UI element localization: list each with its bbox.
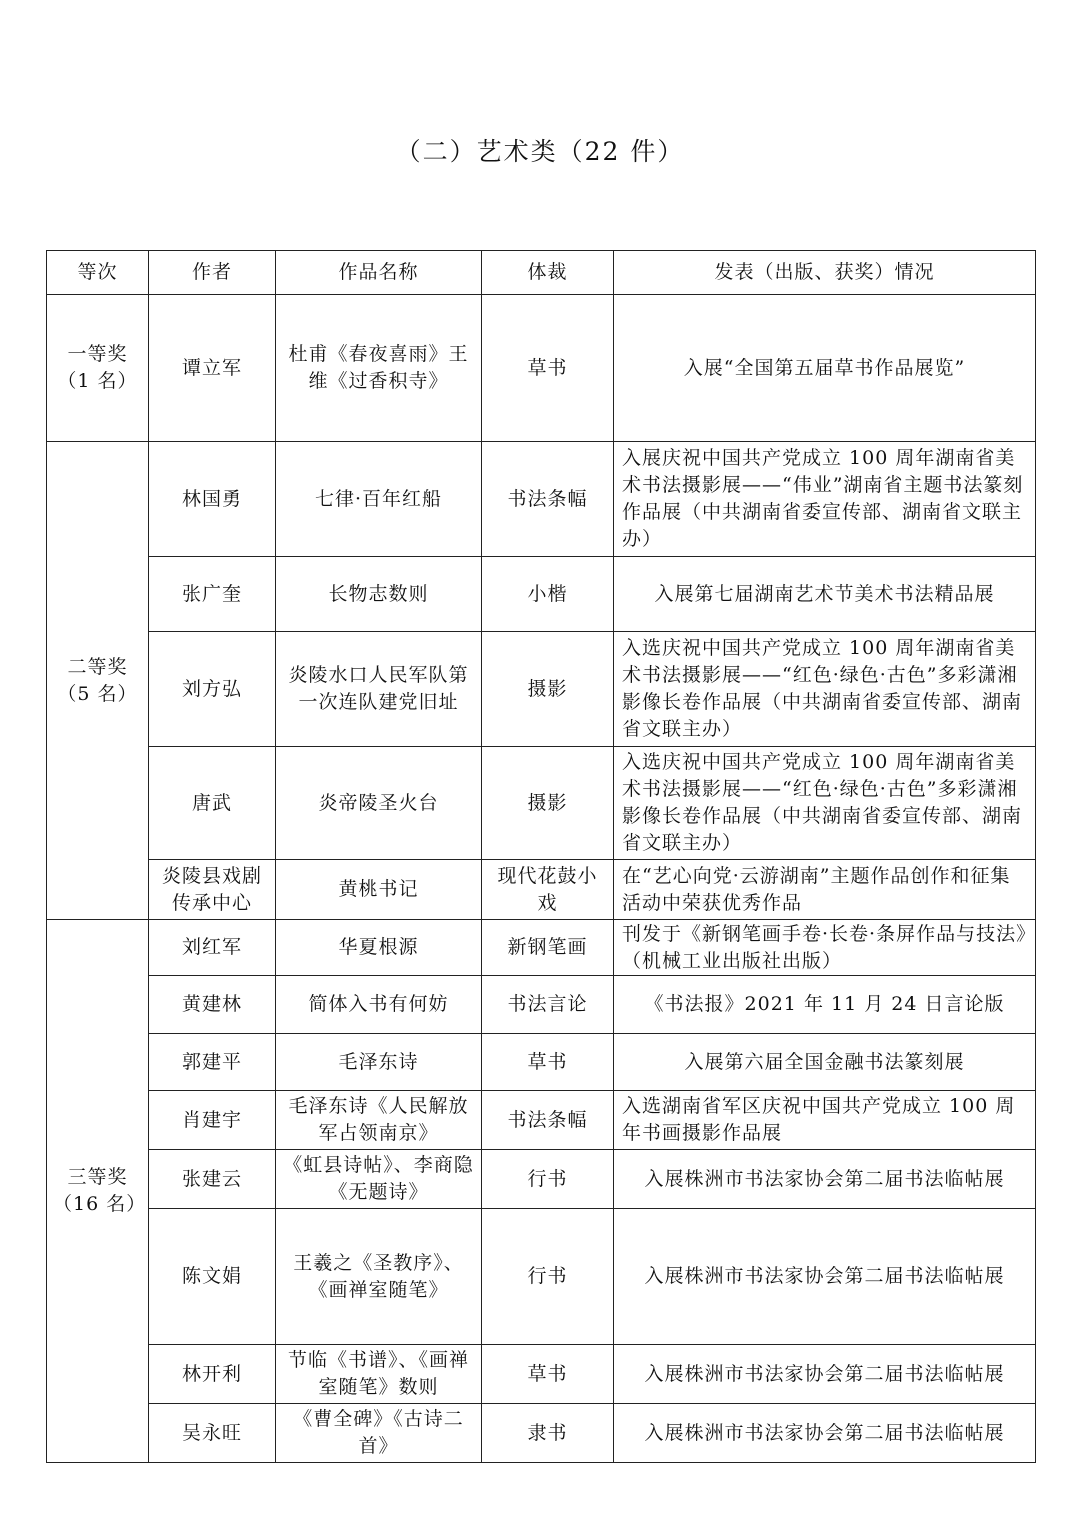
author-cell: 张广奎: [149, 557, 276, 632]
header-author: 作者: [149, 251, 276, 295]
table-row: [47, 557, 1036, 632]
genre-cell: 摄影: [482, 747, 614, 860]
header-work: 作品名称: [276, 251, 482, 295]
publication-cell: 《书法报》2021 年 11 月 24 日言论版: [614, 976, 1036, 1034]
genre-cell: 书法条幅: [482, 1091, 614, 1150]
publication-cell: 入选庆祝中国共产党成立 100 周年湖南省美术书法摄影展——“红色·绿色·古色”多彩潇湘影像长卷作品展（中共湖南省委宣传部、湖南省文联主办）: [614, 747, 1036, 860]
table-row: [47, 632, 1036, 747]
work-cell: 华夏根源: [276, 920, 482, 976]
work-cell: 简体入书有何妨: [276, 976, 482, 1034]
rank-cell: 二等奖 （5 名）: [47, 442, 149, 920]
author-cell: 炎陵县戏剧传承中心: [149, 860, 276, 920]
author-cell: 谭立军: [149, 295, 276, 442]
work-cell: 毛泽东诗: [276, 1034, 482, 1091]
header-publication: 发表（出版、获奖）情况: [614, 251, 1036, 295]
genre-cell: 行书: [482, 1150, 614, 1209]
genre-cell: 新钢笔画: [482, 920, 614, 976]
genre-cell: 小楷: [482, 557, 614, 632]
author-cell: 林国勇: [149, 442, 276, 557]
publication-cell: 入展株洲市书法家协会第二届书法临帖展: [614, 1345, 1036, 1404]
rank-cell: 一等奖 （1 名）: [47, 295, 149, 442]
author-cell: 郭建平: [149, 1034, 276, 1091]
author-cell: 陈文娟: [149, 1209, 276, 1345]
table-row: [47, 442, 1036, 557]
table-row: [47, 860, 1036, 920]
header-genre: 体裁: [482, 251, 614, 295]
genre-cell: 摄影: [482, 632, 614, 747]
author-cell: 张建云: [149, 1150, 276, 1209]
work-cell: 黄桃书记: [276, 860, 482, 920]
publication-cell: 入展第七届湖南艺术节美术书法精品展: [614, 557, 1036, 632]
author-cell: 吴永旺: [149, 1404, 276, 1463]
work-cell: 节临《书谱》、《画禅室随笔》数则: [276, 1345, 482, 1404]
table-row: [47, 976, 1036, 1034]
genre-cell: 草书: [482, 1034, 614, 1091]
publication-cell: 在“艺心向党·云游湖南”主题作品创作和征集活动中荣获优秀作品: [614, 860, 1036, 920]
table-row: [47, 1034, 1036, 1091]
author-cell: 肖建宇: [149, 1091, 276, 1150]
publication-cell: 入展庆祝中国共产党成立 100 周年湖南省美术书法摄影展——“伟业”湖南省主题书法篆刻作品展（中共湖南省委宣传部、湖南省文联主办）: [614, 442, 1036, 557]
publication-cell: 入选庆祝中国共产党成立 100 周年湖南省美术书法摄影展——“红色·绿色·古色”多彩潇湘影像长卷作品展（中共湖南省委宣传部、湖南省文联主办）: [614, 632, 1036, 747]
work-cell: 七律·百年红船: [276, 442, 482, 557]
table-header-row: [47, 251, 1036, 295]
page-title: （二）艺术类（22 件）: [395, 137, 685, 166]
work-cell: 长物志数则: [276, 557, 482, 632]
work-cell: 炎陵水口人民军队第一次连队建党旧址: [276, 632, 482, 747]
table-row: [47, 1345, 1036, 1404]
table-row: [47, 920, 1036, 976]
work-cell: 《虹县诗帖》、李商隐《无题诗》: [276, 1150, 482, 1209]
publication-cell: 入展“全国第五届草书作品展览”: [614, 295, 1036, 442]
author-cell: 刘红军: [149, 920, 276, 976]
work-cell: 炎帝陵圣火台: [276, 747, 482, 860]
genre-cell: 草书: [482, 1345, 614, 1404]
genre-cell: 现代花鼓小戏: [482, 860, 614, 920]
genre-cell: 草书: [482, 295, 614, 442]
header-rank: 等次: [47, 251, 149, 295]
author-cell: 林开利: [149, 1345, 276, 1404]
genre-cell: 行书: [482, 1209, 614, 1345]
awards-table: [46, 250, 1036, 1463]
work-cell: 毛泽东诗《人民解放军占领南京》: [276, 1091, 482, 1150]
genre-cell: 书法条幅: [482, 442, 614, 557]
work-cell: 王羲之《圣教序》、《画禅室随笔》: [276, 1209, 482, 1345]
table-row: [47, 747, 1036, 860]
genre-cell: 隶书: [482, 1404, 614, 1463]
genre-cell: 书法言论: [482, 976, 614, 1034]
table-row: [47, 295, 1036, 442]
publication-cell: 刊发于《新钢笔画手卷·长卷·条屏作品与技法》（机械工业出版社出版）: [614, 920, 1036, 976]
table-row: [47, 1209, 1036, 1345]
publication-cell: 入展株洲市书法家协会第二届书法临帖展: [614, 1209, 1036, 1345]
work-cell: 《曹全碑》《古诗二首》: [276, 1404, 482, 1463]
rank-cell: 三等奖 （16 名）: [47, 920, 149, 1463]
publication-cell: 入展株洲市书法家协会第二届书法临帖展: [614, 1150, 1036, 1209]
work-cell: 杜甫《春夜喜雨》王维《过香积寺》: [276, 295, 482, 442]
table-row: [47, 1150, 1036, 1209]
publication-cell: 入选湖南省军区庆祝中国共产党成立 100 周年书画摄影作品展: [614, 1091, 1036, 1150]
table-row: [47, 1404, 1036, 1463]
author-cell: 黄建林: [149, 976, 276, 1034]
author-cell: 刘方弘: [149, 632, 276, 747]
publication-cell: 入展株洲市书法家协会第二届书法临帖展: [614, 1404, 1036, 1463]
publication-cell: 入展第六届全国金融书法篆刻展: [614, 1034, 1036, 1091]
author-cell: 唐武: [149, 747, 276, 860]
table-row: [47, 1091, 1036, 1150]
